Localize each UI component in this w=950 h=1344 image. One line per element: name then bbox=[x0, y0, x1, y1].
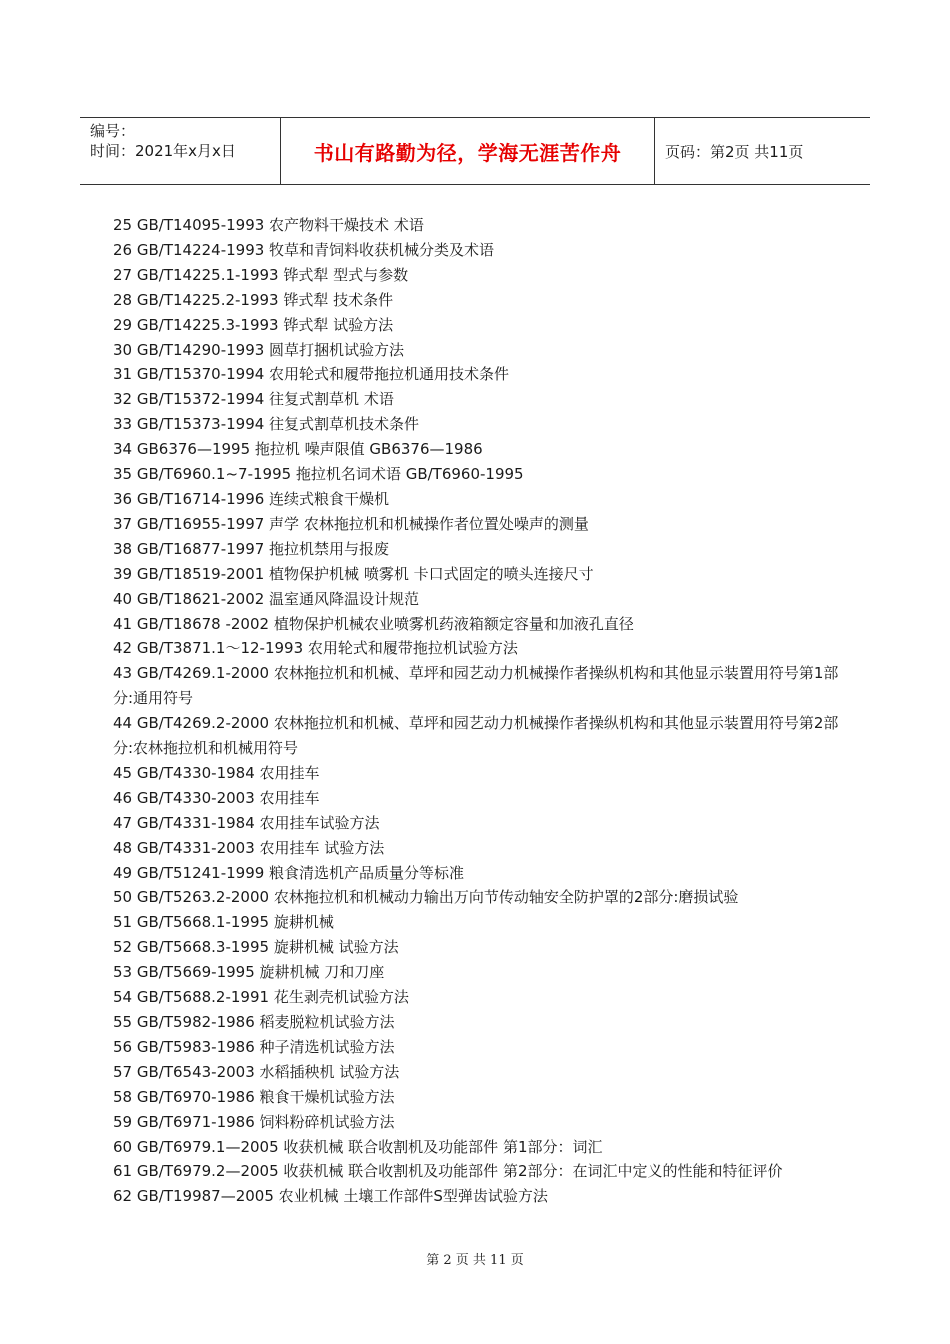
list-item: 57 GB/T6543-2003 水稻插秧机 试验方法 bbox=[113, 1062, 400, 1081]
list-item: 33 GB/T15373-1994 往复式割草机技术条件 bbox=[113, 415, 420, 434]
list-item: 58 GB/T6970-1986 粮食干燥机试验方法 bbox=[113, 1087, 395, 1106]
list-item: 26 GB/T14224-1993 牧草和青饲料收获机械分类及术语 bbox=[113, 240, 495, 259]
footer-page-number: 第 2 页 共 11 页 bbox=[426, 1253, 524, 1268]
header-meta-cell bbox=[80, 118, 281, 184]
list-item: 55 GB/T5982-1986 稻麦脱粒机试验方法 bbox=[113, 1013, 395, 1031]
list-item: 56 GB/T5983-1986 种子清选机试验方法 bbox=[113, 1037, 395, 1056]
list-item: 39 GB/T18519-2001 植物保护机械 喷雾机 卡口式固定的喷头连接尺寸 bbox=[113, 564, 594, 583]
list-item: 52 GB/T5668.3-1995 旋耕机械 试验方法 bbox=[113, 938, 399, 957]
list-item: 35 GB/T6960.1~7-1995 拖拉机名词术语 GB/T6960-1995 bbox=[113, 465, 524, 484]
list-item: 29 GB/T14225.3-1993 铧式犁 试验方法 bbox=[113, 315, 394, 334]
list-item: 49 GB/T51241-1999 粮食清选机产品质量分等标准 bbox=[113, 863, 465, 882]
document-header bbox=[80, 117, 870, 185]
list-item: 46 GB/T4330-2003 农用挂车 bbox=[113, 788, 320, 807]
list-item: 53 GB/T5669-1995 旋耕机械 刀和刀座 bbox=[113, 963, 385, 982]
list-item: 30 GB/T14290-1993 圆草打捆机试验方法 bbox=[113, 340, 405, 359]
list-item: 37 GB/T16955-1997 声学 农林拖拉机和机械操作者位置处噪声的测量 bbox=[113, 514, 589, 533]
list-item: 42 GB/T3871.1～12-1993 农用轮式和履带拖拉机试验方法 bbox=[113, 639, 518, 658]
list-item: 36 GB/T16714-1996 连续式粮食干燥机 bbox=[113, 489, 390, 508]
list-item: 41 GB/T18678 -2002 植物保护机械农业喷雾机药液箱额定容量和加液孔直径 bbox=[113, 614, 634, 633]
header-page-label: 页码：第2页 共11页 bbox=[665, 142, 804, 161]
list-item: 43 GB/T4269.1-2000 农林拖拉机和机械、草坪和园艺动力机械操作者操纵机构和其他显示装置用符号第1部分:通用符号 bbox=[113, 664, 839, 708]
list-item: 50 GB/T5263.2-2000 农林拖拉机和机械动力输出万向节传动轴安全防护罩的2部分:磨损试验 bbox=[113, 888, 739, 907]
header-motto-cell bbox=[281, 118, 655, 184]
list-item: 61 GB/T6979.2—2005 收获机械 联合收割机及功能部件 第2部分：在词汇中定义的性能和特征评价 bbox=[113, 1162, 783, 1181]
list-item: 44 GB/T4269.2-2000 农林拖拉机和机械、草坪和园艺动力机械操作者操纵机构和其他显示装置用符号第2部分:农林拖拉机和机械用符号 bbox=[113, 714, 839, 758]
list-item: 28 GB/T14225.2-1993 铧式犁 技术条件 bbox=[113, 290, 394, 309]
list-item: 27 GB/T14225.1-1993 铧式犁 型式与参数 bbox=[113, 265, 409, 284]
header-motto: 书山有路勤为径，学海无涯苦作舟 bbox=[313, 140, 622, 165]
list-item: 31 GB/T15370-1994 农用轮式和履带拖拉机通用技术条件 bbox=[113, 365, 510, 384]
document-time-label: 时间：2021年x月x日 bbox=[90, 142, 236, 160]
list-item: 25 GB/T14095-1993 农产物料干燥技术 术语 bbox=[113, 216, 424, 234]
page-footer bbox=[0, 1249, 950, 1268]
list-item: 45 GB/T4330-1984 农用挂车 bbox=[113, 763, 320, 782]
list-item: 59 GB/T6971-1986 饲料粉碎机试验方法 bbox=[113, 1112, 395, 1131]
list-item: 60 GB/T6979.1—2005 收获机械 联合收割机及功能部件 第1部分：词汇 bbox=[113, 1137, 603, 1156]
list-item: 48 GB/T4331-2003 农用挂车 试验方法 bbox=[113, 838, 385, 857]
document-number-label: 编号： bbox=[90, 122, 136, 140]
list-item: 40 GB/T18621-2002 温室通风降温设计规范 bbox=[113, 589, 420, 608]
header-page-cell bbox=[655, 118, 870, 184]
list-item: 34 GB6376—1995 拖拉机 噪声限值 GB6376—1986 bbox=[113, 440, 483, 459]
list-item: 51 GB/T5668.1-1995 旋耕机械 bbox=[113, 913, 334, 932]
standards-list bbox=[113, 213, 843, 1209]
list-item: 32 GB/T15372-1994 往复式割草机 术语 bbox=[113, 390, 394, 409]
list-item: 54 GB/T5688.2-1991 花生剥壳机试验方法 bbox=[113, 988, 409, 1007]
list-item: 62 GB/T19987—2005 农业机械 土壤工作部件S型弹齿试验方法 bbox=[113, 1187, 548, 1206]
list-item: 47 GB/T4331-1984 农用挂车试验方法 bbox=[113, 813, 380, 832]
list-item: 38 GB/T16877-1997 拖拉机禁用与报废 bbox=[113, 539, 390, 558]
